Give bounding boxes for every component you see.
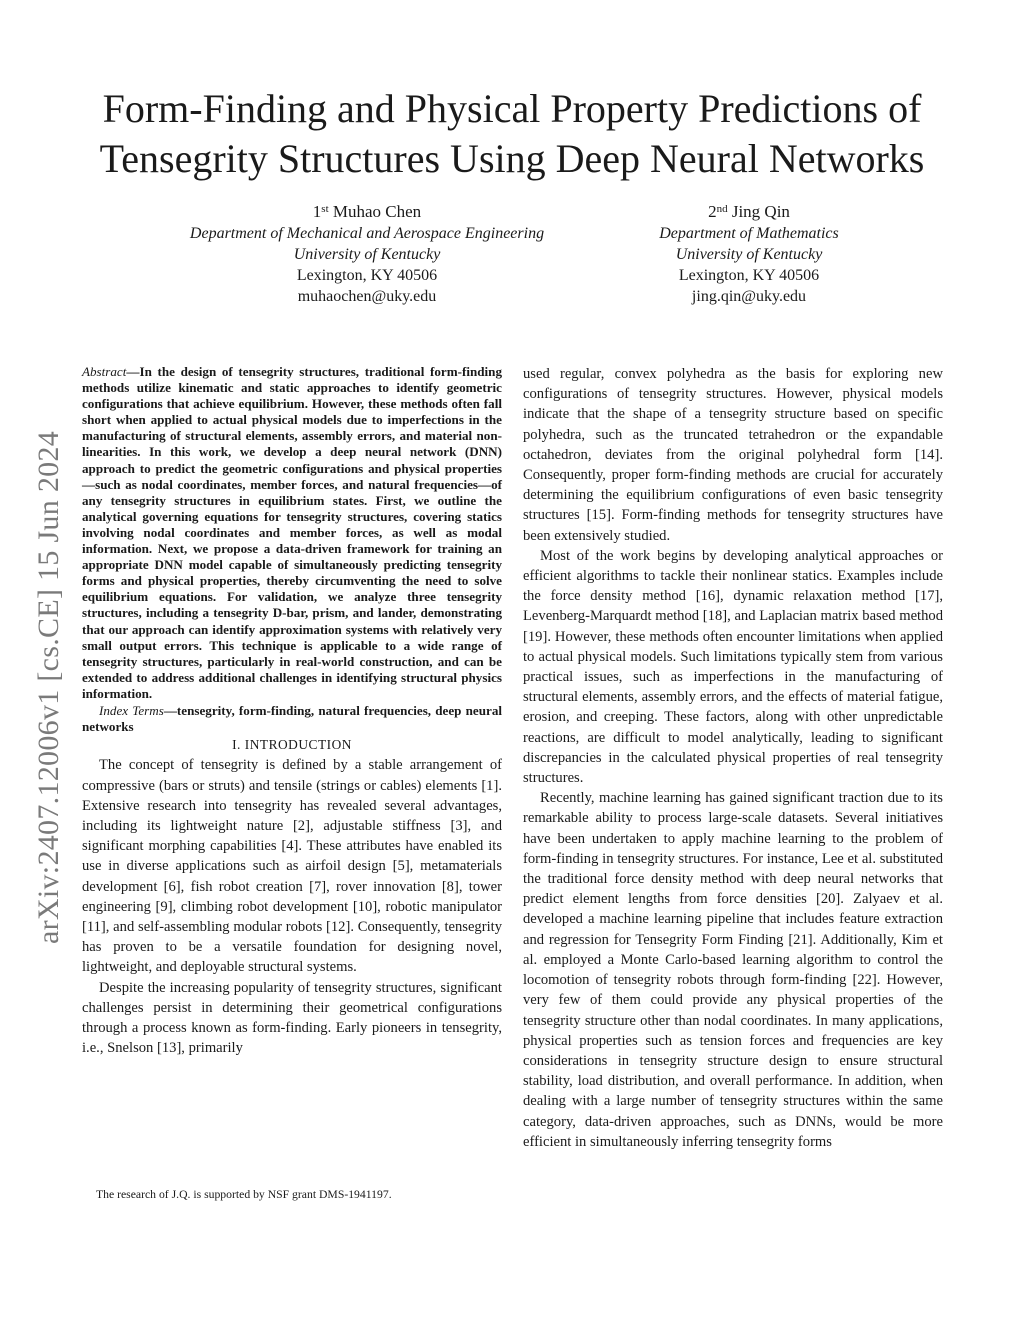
section-number: I.	[232, 737, 241, 753]
author-block-1	[160, 201, 574, 307]
author-university: University of Kentucky	[293, 246, 441, 263]
right-paragraph-2: Most of the work begins by developing analytical approaches or efficient algorithms to tackle their nonlinear statics. Examples include the force density method [16], dynamic relaxation method [17], Levenberg-Marquardt method [18], and Laplacian matrix based method [19]. However, these methods often encounter limitations when applied to actual physical models. Such limitations typically stem from various practical issues, such as imperfections in the manufacturing of structural elements, assembly errors, and the effects of material fatigue, erosion, and creeping. These factors, along with other unpredictable reactions, are difficult to model analytically, leading to significant discrepancies in the calculated physical properties of real tensegrity structures.	[523, 547, 943, 787]
abstract-label: Abstract	[82, 364, 127, 379]
right-paragraph-3: Recently, machine learning has gained significant traction due to its remarkable ability to process large-scale datasets. Several initiatives have been undertaken to apply machine learning to the problem of form-finding in tensegrity structures. For instance, Lee et al. substituted the traditional force density method with deep neural networks that predict element lengths from force densities [20]. Zalyaev et al. developed a machine learning pipeline that includes feature extraction and regression for Tensegrity Form Finding [21]. Additionally, Kim et al. employed a Monte Carlo-based learning algorithm to control the locomotion of tensegrity robots through form-finding [22]. However, very few of them could provide any physical properties of the tensegrity structure other than nodal coordinates. In many applications, physical properties such as tension forces and frequencies are key considerations in tensegrity structure design to ensure structural stability, load distribution, and overall performance. In addition, when dealing with a large number of tensegrity structures within the same category, data-driven approaches, such as DNNs, would be more efficient in simultaneously inferring tensegrity forms	[523, 790, 943, 1150]
author-name: Jing Qin	[731, 202, 790, 221]
index-terms-label: Index Terms	[99, 702, 164, 718]
author-ordinal-suffix: nd	[716, 203, 728, 215]
author-ordinal: 2	[708, 202, 717, 221]
author-ordinal-suffix: st	[321, 203, 329, 215]
author-block-2	[620, 201, 878, 307]
author-location: Lexington, KY 40506	[678, 267, 820, 284]
paper-title: Form-Finding and Physical Property Predictions of Tensegrity Structures Using Deep Neural Networks	[99, 86, 925, 181]
section-title-initial: I	[244, 737, 250, 753]
index-terms	[82, 703, 502, 735]
abstract	[82, 364, 502, 702]
section-heading	[82, 735, 502, 755]
author-location: Lexington, KY 40506	[296, 267, 438, 284]
intro-paragraph-1: The concept of tensegrity is defined by a stable arrangement of compressive (bars or struts) and tensile (strings or cables) elements [1]. Extensive research into tensegrity has revealed several advantages, including its lightweight nature [2], adjustable stiffness [3], and significant morphing capabilities [4]. These attributes have enabled its use in diverse applications such as airfoil design [5], metamaterials development [6], fish robot creation [7], rover innovation [8], tower engineering [9], climbing robot development [10], robotic manipulator [11], and self-assembling modular robots [12]. Consequently, tensegrity has proven to be a versatile foundation for designing novel, lightweight, and deployable structural systems.	[82, 757, 502, 976]
author-ordinal: 1	[312, 202, 322, 221]
author-email: muhaochen@uky.edu	[297, 288, 437, 305]
footnote: The research of J.Q. is supported by NSF grant DMS-1941197.	[96, 1188, 392, 1201]
arxiv-identifier: arXiv:2407.12006v1 [cs.CE] 15 Jun 2024	[32, 430, 65, 944]
author-department: Department of Mechanical and Aerospace Engineering	[189, 225, 545, 242]
author-name-line	[160, 201, 574, 223]
author-email: jing.qin@uky.edu	[691, 288, 807, 305]
abstract-text: —In the design of tensegrity structures, traditional form-finding methods utilize kinematic and static approaches to identify geometric configurations that achieve equilibrium. However, these methods often fall short when applied to actual physical models due to imperfections in the manufacturing of structural elements, assembly errors, and material non-linearities. In this work, we develop a deep neural network (DNN) approach to predict the geometric configurations and physical properties—such as nodal coordinates, member forces, and natural frequencies—of any tensegrity structures in equilibrium states. First, we outline the analytical governing equations for tensegrity structures, covering statics involving nodal coordinates and member forces, as well as modal information. Next, we propose a data-driven framework for training an appropriate DNN model capable of simultaneously predicting tensegrity forms and physical properties, thereby circumventing the need to solve equilibrium equations. For validation, we analyze three tensegrity structures, including a tensegrity D-bar, prism, and lander, demonstrating that our approach can identify approximation systems with relatively very small output errors. This technique is applicable to a wide range of tensegrity structures, particularly in real-world construction, and can be extended to address additional challenges in identifying structural physics information.	[82, 364, 502, 701]
section-title-rest: NTRODUCTION	[249, 737, 352, 753]
right-column	[523, 364, 943, 1152]
index-terms-text: —tensegrity, form-finding, natural frequencies, deep neural networks	[82, 702, 502, 735]
intro-paragraph-2: Despite the increasing popularity of tensegrity structures, significant challenges persist in determining their geometrical configurations through a process known as form-finding. Early pioneers in tensegrity, i.e., Snelson [13], primarily	[82, 979, 502, 1057]
author-university: University of Kentucky	[675, 246, 823, 263]
left-column	[82, 364, 502, 1058]
right-paragraph-1: used regular, convex polyhedra as the basis for exploring new configurations of tensegrity structures. However, physical models indicate that the shape of a tensegrity structure based on specific polyhedra, such as the truncated tetrahedron or the expandable octahedron, deviates from the original polyhedral form [14]. Consequently, proper form-finding methods are crucial for accurately determining the equilibrium configurations of even basic tensegrity structures [15]. Form-finding methods for tensegrity structures have been extensively studied.	[523, 366, 943, 544]
author-department: Department of Mathematics	[659, 225, 839, 242]
author-name: Muhao Chen	[332, 202, 422, 221]
author-name-line	[620, 201, 878, 223]
